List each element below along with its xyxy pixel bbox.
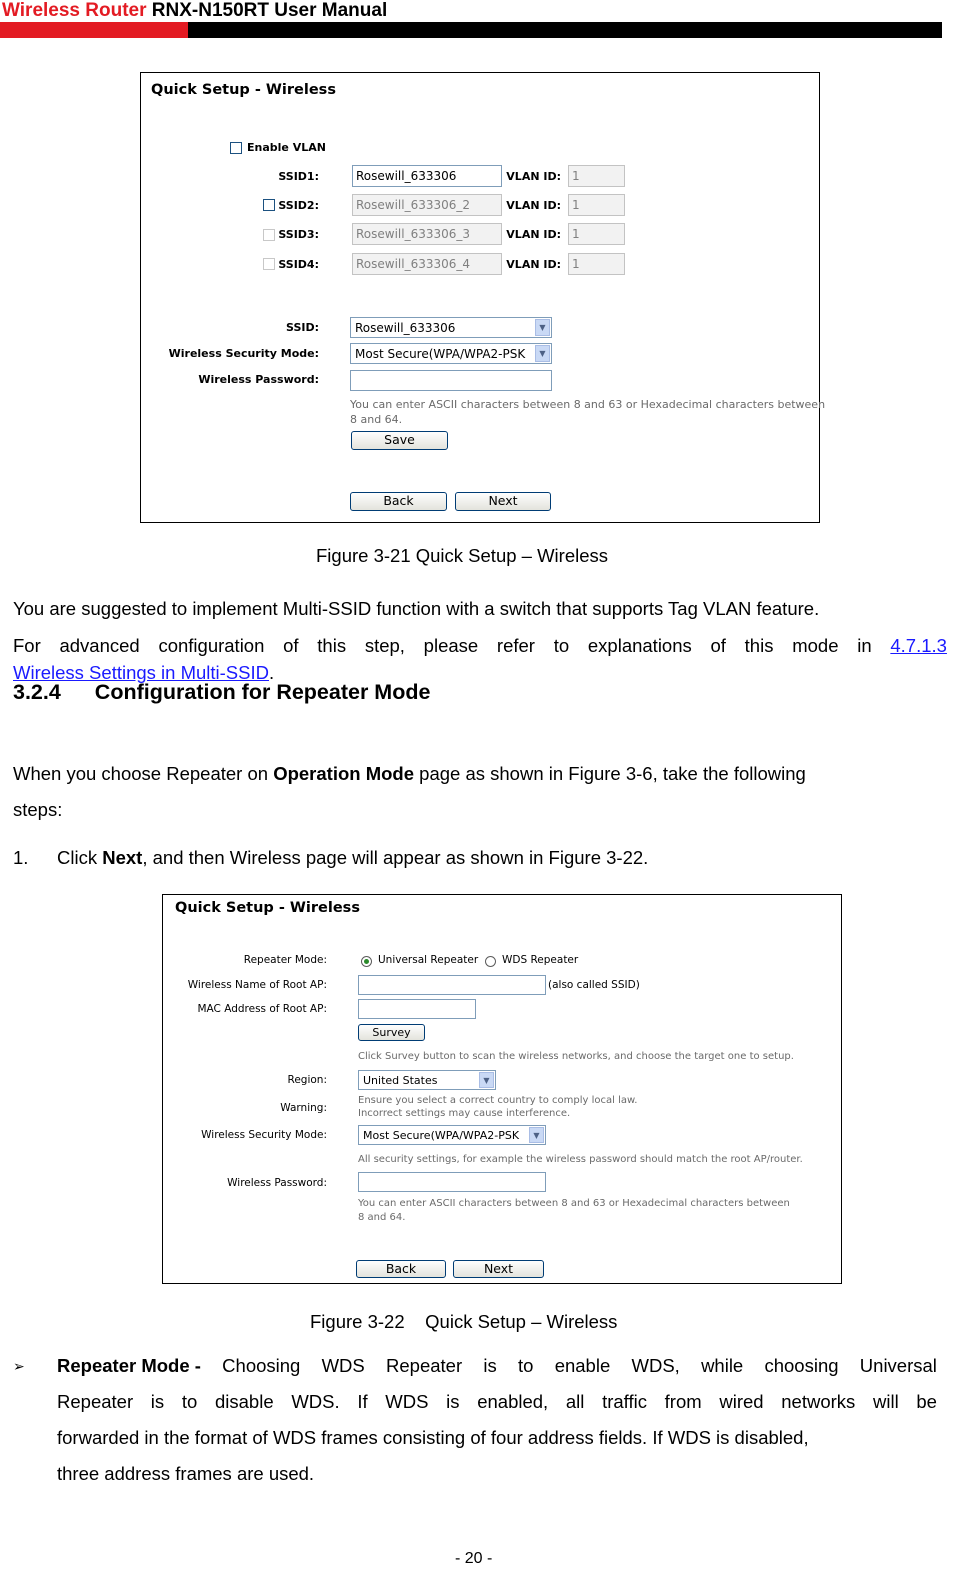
ssid1-label: SSID1: — [278, 170, 319, 183]
save-button[interactable]: Save — [351, 431, 448, 450]
ssid2-label: SSID2: — [278, 199, 319, 212]
wds-repeater-label: WDS Repeater — [502, 954, 579, 966]
period: . — [268, 662, 275, 683]
universal-repeater-radio[interactable] — [361, 956, 372, 967]
word: in — [857, 635, 872, 656]
word: to — [553, 635, 570, 656]
section-title: Configuration for Repeater Mode — [94, 680, 431, 704]
mac-address-label: MAC Address of Root AP: — [197, 1003, 327, 1015]
word: Repeater — [386, 1355, 463, 1376]
figure2-title: Quick Setup - Wireless — [175, 900, 360, 916]
word: this — [744, 635, 774, 656]
figure-3-22-caption: Figure 3-22 Quick Setup – Wireless — [310, 1311, 618, 1332]
word: refer — [496, 635, 535, 656]
warning-line1: Ensure you select a correct country to comply local law. — [358, 1095, 638, 1106]
step1-pre: Click — [57, 847, 103, 868]
ssid4-input[interactable]: Rosewill_633306_4 — [352, 253, 502, 275]
root-ap-name-label: Wireless Name of Root AP: — [187, 979, 327, 991]
word: advanced — [59, 635, 140, 656]
figure-3-21-screenshot — [140, 72, 826, 523]
back-button[interactable]: Back — [350, 492, 447, 511]
root-ap-name-input[interactable] — [358, 975, 546, 995]
header-brand: Wireless Router — [2, 0, 147, 21]
word: step, — [364, 635, 405, 656]
ssid1-input[interactable]: Rosewill_633306 — [352, 165, 502, 187]
chevron-down-icon[interactable]: ▼ — [479, 1072, 494, 1088]
word: If — [357, 1391, 368, 1412]
survey-button[interactable]: Survey — [358, 1024, 425, 1041]
security-mode-select-2[interactable] — [358, 1125, 546, 1145]
word: of — [710, 635, 726, 656]
ssid-select-value: Rosewill_633306 — [355, 321, 456, 335]
ssid3-vlan-label: VLAN ID: — [506, 228, 561, 241]
multi-ssid-link-part2[interactable]: Wireless Settings in Multi-SSID — [13, 662, 269, 683]
password-hint2-line2: 8 and 64. — [358, 1212, 406, 1223]
ssid2-vlan-label: VLAN ID: — [506, 199, 561, 212]
chevron-down-icon[interactable]: ▼ — [535, 345, 550, 362]
word: For — [13, 635, 41, 656]
chevron-down-icon[interactable]: ▼ — [529, 1127, 544, 1143]
mac-address-input[interactable] — [358, 999, 476, 1019]
word: WDS, — [631, 1355, 680, 1376]
ssid4-label: SSID4: — [278, 258, 319, 271]
survey-hint: Click Survey button to scan the wireless networks, and choose the target one to setup. — [358, 1051, 794, 1062]
word: is — [150, 1391, 165, 1412]
region-select[interactable] — [358, 1070, 496, 1090]
header-manual-title: RNX-N150RT User Manual — [151, 0, 388, 21]
universal-repeater-label: Universal Repeater — [378, 954, 479, 966]
password-hint2-line1: You can enter ASCII characters between 8 and 63 or Hexadecimal characters between — [358, 1198, 790, 1209]
ssid4-vlan-label: VLAN ID: — [506, 258, 561, 271]
word: choosing — [764, 1355, 839, 1376]
back-button-2[interactable]: Back — [356, 1260, 446, 1278]
word: WDS — [321, 1355, 365, 1376]
repeater-mode-term: Repeater Mode - — [57, 1355, 201, 1376]
word: Choosing — [222, 1355, 301, 1376]
ssid4-vlan-input[interactable]: 1 — [568, 253, 625, 275]
repeater-mode-label: Repeater Mode: — [243, 954, 327, 966]
next-term: Next — [102, 847, 143, 868]
security-mode-select[interactable] — [350, 343, 552, 364]
word: enabled, — [477, 1391, 549, 1412]
word: mode — [792, 635, 839, 656]
also-called-ssid-note: (also called SSID) — [548, 979, 640, 991]
security-hint: All security settings, for example the wireless password should match the root AP/router. — [358, 1154, 803, 1165]
wds-repeater-radio[interactable] — [485, 956, 496, 967]
step1-number: 1. — [13, 847, 29, 868]
word: this — [317, 635, 347, 656]
section-heading — [13, 680, 430, 705]
word: disable — [214, 1391, 274, 1412]
word: all — [565, 1391, 585, 1412]
word: wired — [719, 1391, 764, 1412]
ssid3-vlan-input[interactable]: 1 — [568, 223, 625, 245]
ssid1-vlan-label: VLAN ID: — [506, 170, 561, 183]
bullet-arrow-icon: ➢ — [13, 1358, 25, 1374]
wireless-password-input-2[interactable] — [358, 1172, 546, 1192]
ssid2-vlan-input[interactable]: 1 — [568, 194, 625, 216]
security-mode-select-value: Most Secure(WPA/WPA2-PSK — [355, 347, 526, 361]
word: be — [916, 1391, 937, 1412]
word: to — [181, 1391, 198, 1412]
section-number: 3.2.4 — [13, 680, 61, 704]
bullet-line2 — [57, 1384, 937, 1419]
password-hint-line1: You can enter ASCII characters between 8 and 63 or Hexadecimal characters between — [350, 398, 826, 411]
word: WDS. — [291, 1391, 340, 1412]
step1-post: , and then Wireless page will appear as shown in Figure 3-22. — [142, 847, 649, 868]
wireless-password-label-2: Wireless Password: — [227, 1177, 327, 1189]
ssid3-label: SSID3: — [278, 228, 319, 241]
warning-label: Warning: — [280, 1102, 327, 1114]
word: while — [701, 1355, 744, 1376]
security-mode-select-2-value: Most Secure(WPA/WPA2-PSK — [363, 1129, 520, 1142]
header-title — [2, 0, 387, 22]
para2-text-end: page as shown in Figure 3-6, take the following — [414, 763, 806, 784]
ssid2-input[interactable]: Rosewill_633306_2 — [352, 194, 502, 216]
bullet-line3: forwarded in the format of WDS frames consisting of four address fields. If WDS is disabled, — [57, 1427, 809, 1448]
figure-3-22-screenshot — [162, 894, 842, 1284]
word: networks — [781, 1391, 856, 1412]
figure1-title: Quick Setup - Wireless — [151, 82, 336, 98]
wireless-password-input[interactable] — [350, 370, 552, 391]
para2-line1 — [13, 756, 806, 791]
word: please — [423, 635, 479, 656]
region-label: Region: — [287, 1074, 327, 1086]
word: WDS — [385, 1391, 429, 1412]
header-bar-black — [188, 22, 942, 38]
para2-text: When you choose Repeater on — [13, 763, 274, 784]
bullet-line4: three address frames are used. — [57, 1463, 315, 1484]
next-button[interactable]: Next — [455, 492, 551, 511]
word: enable — [554, 1355, 611, 1376]
word: explanations — [587, 635, 692, 656]
word: Repeater — [57, 1391, 134, 1412]
word: to — [518, 1355, 534, 1376]
operation-mode-term: Operation Mode — [273, 763, 415, 784]
chevron-down-icon[interactable]: ▼ — [535, 319, 550, 336]
wireless-password-label: Wireless Password: — [198, 373, 319, 386]
word: configuration — [158, 635, 265, 656]
enable-vlan-checkbox[interactable] — [230, 142, 242, 154]
ssid-label: SSID: — [286, 321, 319, 334]
ssid3-input[interactable]: Rosewill_633306_3 — [352, 223, 502, 245]
word: is — [446, 1391, 460, 1412]
word: of — [283, 635, 299, 656]
security-mode-label-2: Wireless Security Mode: — [201, 1129, 327, 1141]
page-number: - 20 - — [455, 1550, 493, 1567]
para2-line2: steps: — [13, 799, 63, 820]
password-hint-line2: 8 and 64. — [350, 413, 403, 426]
header-bar-red — [0, 22, 188, 38]
word: traffic — [602, 1391, 647, 1412]
word: Universal — [859, 1355, 937, 1376]
region-select-value: United States — [363, 1074, 438, 1087]
word: is — [483, 1355, 497, 1376]
word: will — [872, 1391, 899, 1412]
figure-3-21-caption: Figure 3-21 Quick Setup – Wireless — [316, 545, 609, 566]
enable-vlan-label: Enable VLAN — [247, 141, 326, 154]
word: from — [664, 1391, 702, 1412]
next-button-2[interactable]: Next — [453, 1260, 544, 1278]
bullet-line1 — [57, 1348, 937, 1383]
security-mode-label: Wireless Security Mode: — [168, 347, 319, 360]
para1-line1: You are suggested to implement Multi-SSID function with a switch that supports Tag VLAN feature. — [13, 598, 820, 619]
warning-line2: Incorrect settings may cause interference. — [358, 1108, 571, 1119]
ssid-select[interactable] — [350, 317, 552, 338]
multi-ssid-link-part1[interactable]: 4.7.1.3 — [890, 635, 947, 656]
step1-text — [57, 840, 648, 875]
ssid1-vlan-input[interactable]: 1 — [568, 165, 625, 187]
